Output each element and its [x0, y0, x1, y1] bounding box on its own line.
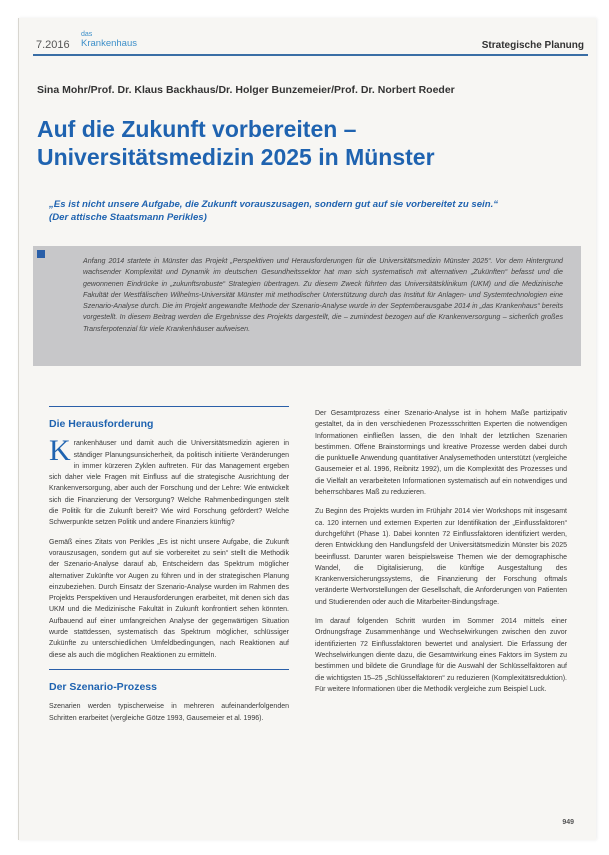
magazine-page [18, 18, 596, 840]
abstract-marker-square [37, 250, 45, 258]
header-rule [33, 54, 588, 56]
abstract-text: Anfang 2014 startete in Münster das Projekt „Perspektiven und Herausforderungen für die Universitätsmedizin Münster 2025“. Vor dem Hintergrund wachsender Komplexität und Dynamik im deutschen Gesundheitssektor hat man sich systematisch mit alternativen „Zukünften“ befasst und die gewonnenen Eindrücke in „zukunftsrobuste“ Strategien übertragen. Zu diesem Zweck führten das Universitätsklinikum (UKM) und die Medizinische Fakultät der Westfälischen Wilhelms-Universität Münster mit methodischer Unterstützung durch das Institut für Anlagen- und Systemtechnologien eine Szenario-Analyse durch. Die im Projekt angewandte Methode der Szenario-Analyse wurde in der Septemberausgabe 2014 in „das Krankenhaus“ bereits vorgestellt. In diesem Beitrag werden die Ergebnisse des Projekts dargestellt, die – zumindest bezogen auf die Krankenversorgung – sicherlich großes Transferpotenzial für viele Krankenhäuser aufweisen. [83, 257, 563, 333]
right-paragraph-1: Der Gesamtprozess einer Szenario-Analyse ist in hohem Maße partizipativ gestaltet, da in den verschiedenen Prozessschritten Experten die notwendigen Informationen einfließen lassen, die den Inhalt der letztlichen Szenarien bestimmen. Offene Brainstormings und kreative Prozesse werden dabei durch die punktuelle Anwendung quantitativer Analysemethoden unterstützt (vergleiche Gausemeier et al. 1996, Reibnitz 1992), um die Komplexität des Prozesses und die Vielfalt an verarbeiteten Informationen systematisch auf ein notwendiges und beherrschbares Maß zu reduzieren. [315, 410, 567, 497]
issue-number: 7.2016 [36, 39, 70, 51]
magazine-logo-small: das [81, 31, 93, 38]
article-quote [49, 198, 579, 224]
magazine-logo [81, 30, 137, 48]
right-paragraph-2: Zu Beginn des Projekts wurden im Frühjahr 2014 vier Workshops mit insgesamt ca. 120 internen und externen Experten zur Identifikation der „Einflussfaktoren“ durchgeführt (Phase 1). Dabei konnten 72 Einflussfaktoren identifiziert werden, deren Entwicklung den Handlungsfeld der Universitätsmedizin Münster bis 2025 beeinflusst. Darunter waren beispielsweise Themen wie der demographische Wandel, die Digitalisierung, die künftige Ausgestaltung des Krankenversicherungssystems, die Finanzierung der Forschung oftmals veränderte Wertvorstellungen der Gesellschaft, die Anforderungen von Patienten und Studierenden oder auch die Mitarbeiter-Bindungsfrage. [315, 508, 567, 606]
magazine-logo-main: Krankenhaus [81, 38, 137, 49]
section-title: Strategische Planung [481, 40, 584, 51]
page-number: 949 [562, 819, 574, 826]
heading-herausforderung: Die Herausforderung [49, 418, 154, 430]
heading-szenario-prozess: Der Szenario-Prozess [49, 680, 157, 693]
left-paragraph-1-text: rankenhäuser und damit auch die Universitätsmedizin agieren in ständiger Planungsunsicherheit, da politisch initiierte Veränderungen in immer kürzeren Zyklen auftreten. Für das Management ergeben sich daher viele Fragen mit Einfluss auf die strategische Ausrichtung der Krankenversorgung, aber auch der Forschung und der Lehre: Wie entwickelt sich die Finanzierung der Versorgung? Welche Rahmenbedingungen stellt die Politik für die Zukunft bereit? Wie wird Forschung gefördert? Welche Schwerpunkte setzen Politik und andere Finanziers künftig? [49, 440, 289, 527]
page-header [19, 18, 596, 58]
abstract-box [33, 246, 581, 366]
right-column [315, 408, 567, 703]
quote-attribution: (Der attische Staatsmann Perikles) [49, 212, 207, 223]
article-authors: Sina Mohr/Prof. Dr. Klaus Backhaus/Dr. Holger Bunzemeier/Prof. Dr. Norbert Roeder [37, 84, 455, 96]
quote-text: „Es ist nicht unsere Aufgabe, die Zukunft vorauszusagen, sondern gut auf sie vorbereitet zu sein.“ [49, 199, 499, 210]
drop-cap: K [49, 434, 71, 468]
left-paragraph-1 [49, 434, 289, 528]
column-separator [49, 406, 289, 407]
left-paragraph-2: Gemäß eines Zitats von Perikles „Es ist nicht unsere Aufgabe, die Zukunft vorauszusagen, sondern gut auf sie vorbereitet zu sein“ stellt die Methodik der Szenario-Analyse darauf ab, Entscheidern das Spektrum möglicher alternativer Zukünfte vor Augen zu führen und in der strategischen Planung einzubeziehen. Durch Einsatz der Szenario-Analyse wurden im Rahmen des Projekts Perspektiven und Herausforderungen erarbeitet, mit denen sich das UKM und die Medizinische Fakultät in Zukunft konfrontiert sehen könnten. Aufbauend auf einer umfangreichen Analyse der gegenwärtigen Situation wurde stattdessen, systematisch das Spektrum möglicher, schlüssiger Zukünfte zu unterschiedlichen Umfeldbedingungen, nach Reaktionen auf diese als auch die möglichen Reaktionen zu ermitteln. [49, 538, 289, 659]
article-title [37, 115, 577, 171]
title-line-2: Universitätsmedizin 2025 in Münster [37, 144, 435, 170]
left-paragraph-3: Szenarien werden typischerweise in mehreren aufeinanderfolgenden Schritten erarbeitet (vergleiche Götze 1993, Gausemeier et al. 1996). [49, 703, 289, 722]
left-column [49, 406, 289, 732]
right-paragraph-3: Im darauf folgenden Schritt wurden im Sommer 2014 mittels einer Ordnungsfrage Zusammenhänge und Wechselwirkungen zwischen den zuvor identifizierten 72 Einflussfaktoren bewertet und analysiert. Die Erfassung der Wechselwirkungen diente dazu, die Gesamtwirkung eines Faktors im System zu bestimmen und bildete die Grundlage für die Auswahl der Schlüsselfaktoren auf die wichtigsten 15–25 „Schlüsselfaktoren“ zu reduzieren (Komplexitätsreduktion). Für weitere Informationen über die Methodik vergleiche zum Beispiel Luck. [315, 618, 567, 693]
column-separator [49, 669, 289, 670]
title-line-1: Auf die Zukunft vorbereiten – [37, 116, 357, 142]
